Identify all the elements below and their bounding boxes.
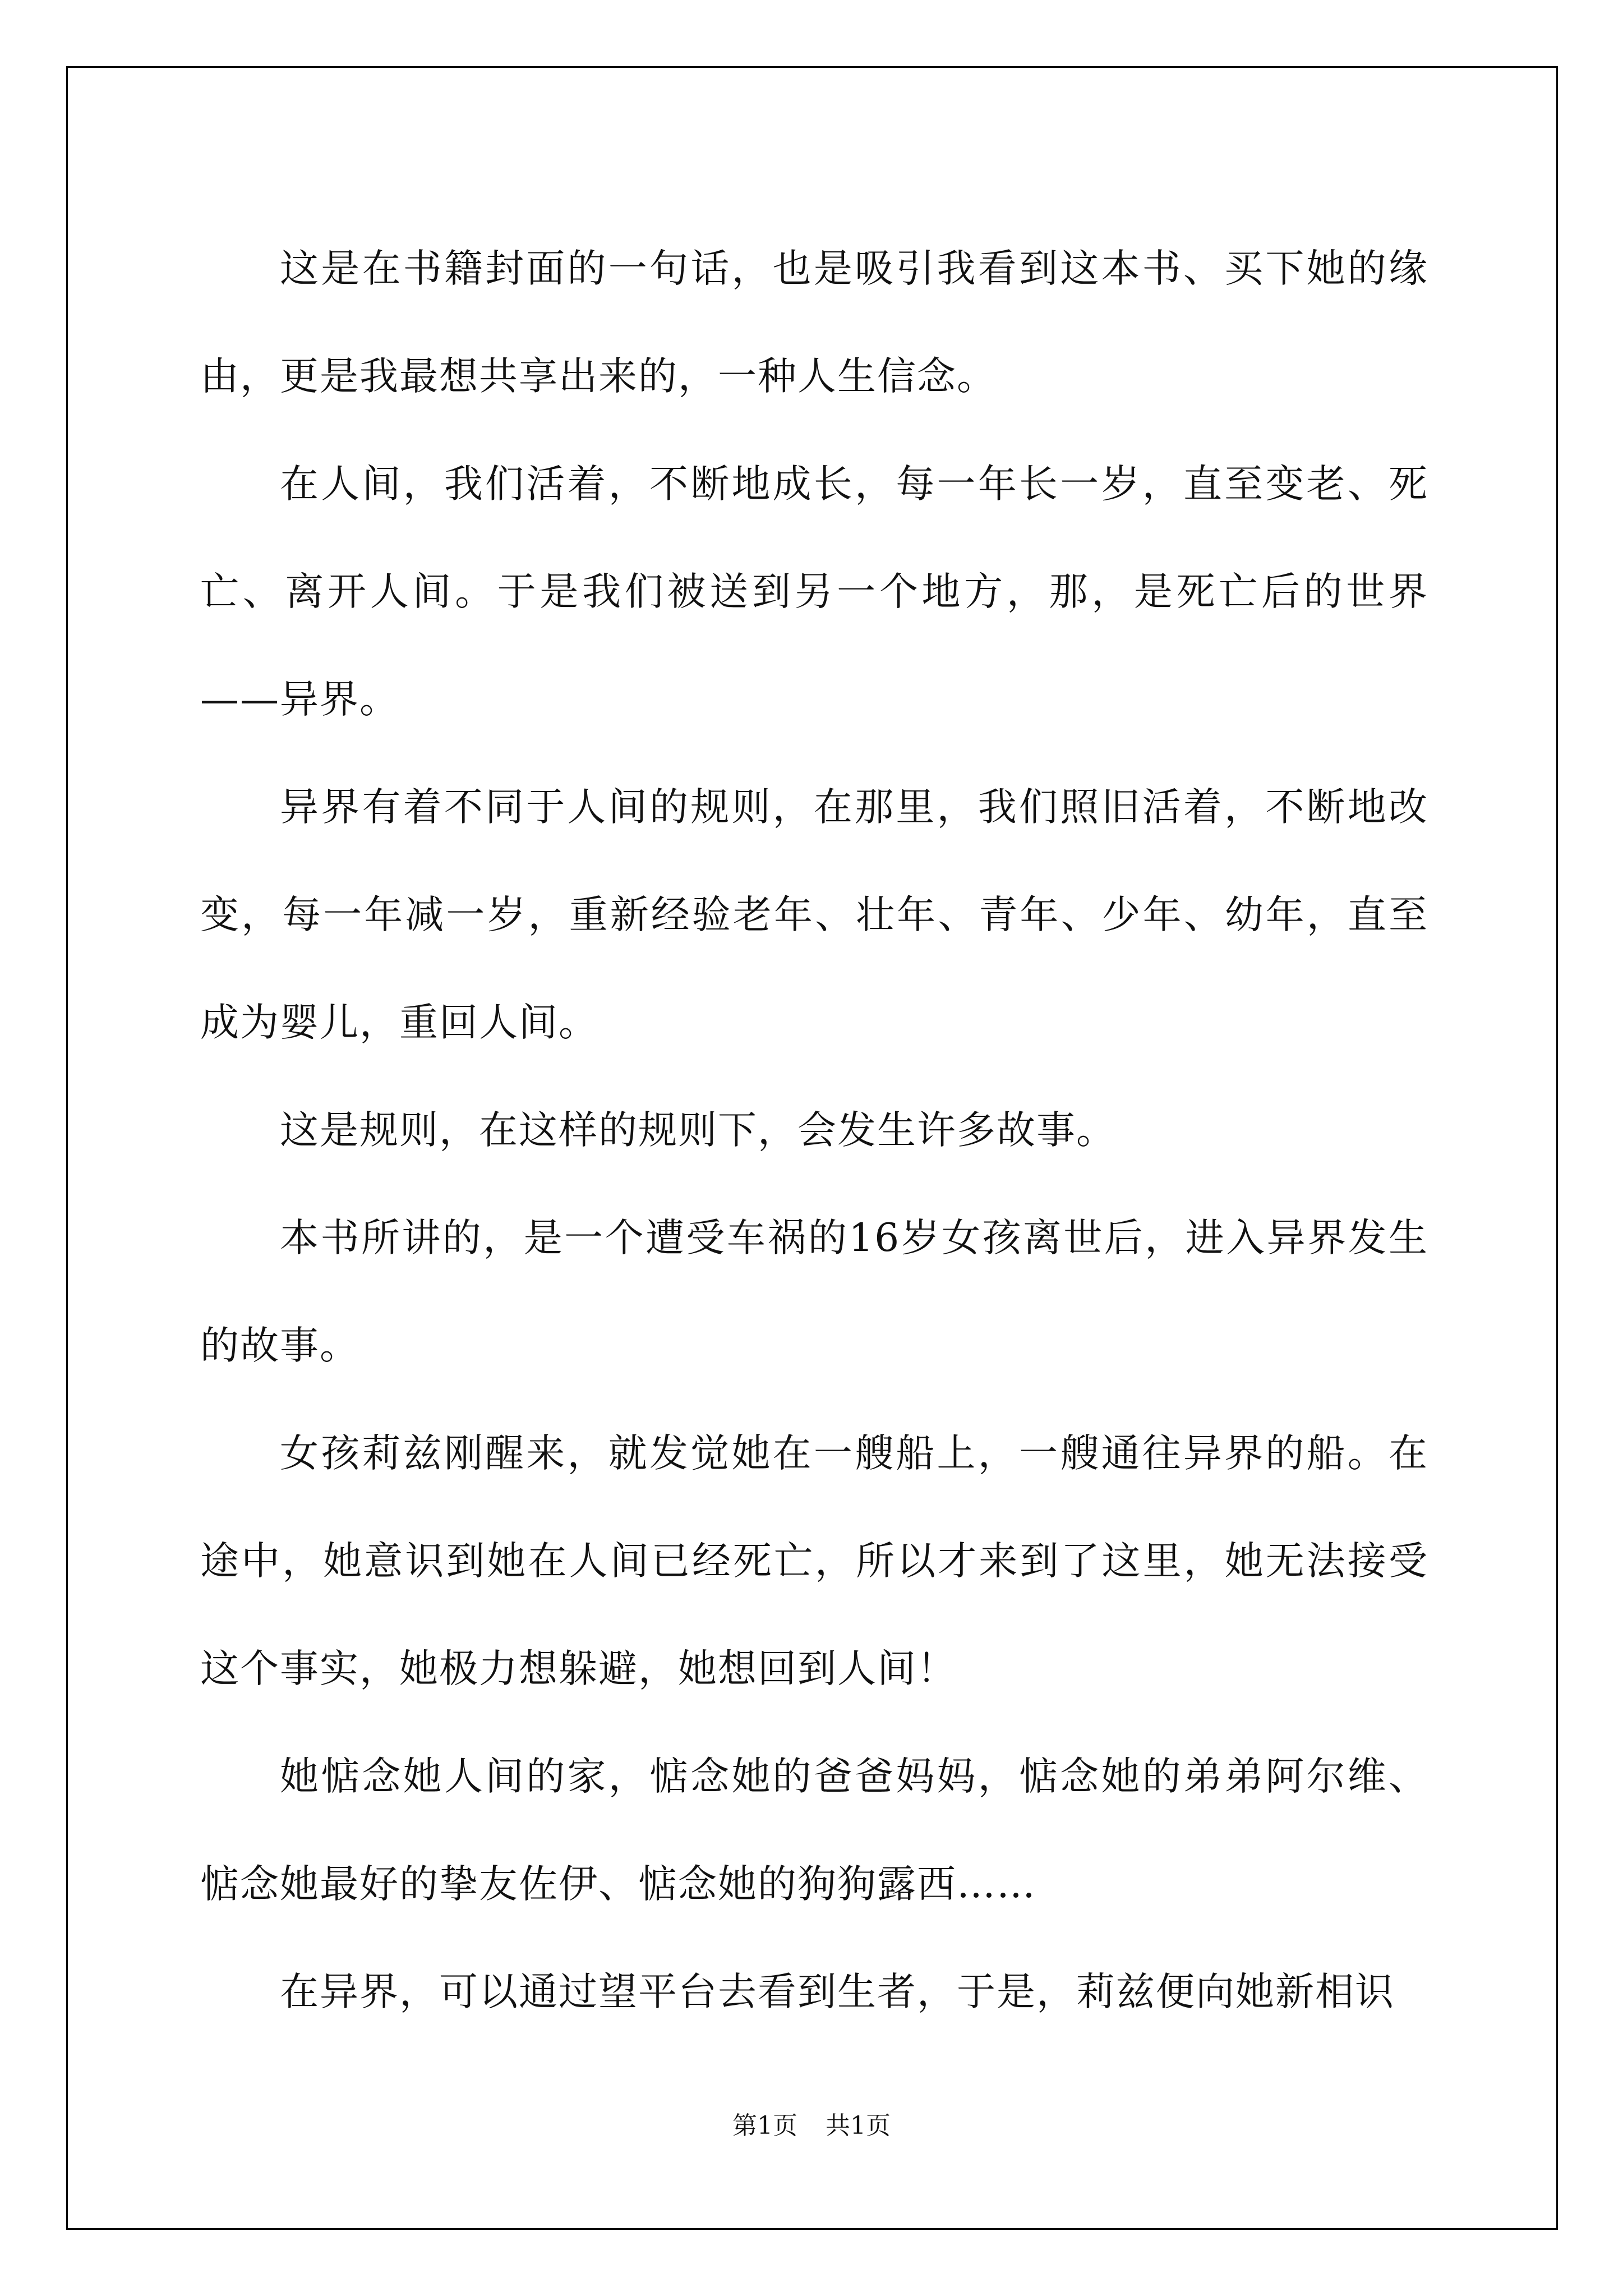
page-number-total: 共1页: [826, 2111, 891, 2140]
paragraph: 在异界，可以通过望平台去看到生者，于是，莉兹便向她新相识: [280, 1970, 1395, 2014]
paragraph: 本书所讲的，是一个遭受车祸的16岁女孩离世后，进入异界发生的故事。: [200, 1216, 1428, 1368]
paragraph: 在人间，我们活着，不断地成长，每一年长一岁，直至变老、死亡、离开人间。于是我们被送到另一个地方，那，是死亡后的世界——异界。: [200, 462, 1428, 722]
page-number-current: 第1页: [732, 2111, 797, 2140]
paragraph: 异界有着不同于人间的规则，在那里，我们照旧活着，不断地改变，每一年减一岁，重新经验老年、壮年、青年、少年、幼年，直至成为婴儿，重回人间。: [200, 785, 1428, 1045]
page-footer: [0, 2109, 1623, 2143]
paragraph: 这是在书籍封面的一句话，也是吸引我看到这本书、买下她的缘由，更是我最想共享出来的，一种人生信念。: [200, 246, 1428, 399]
document-body: [200, 215, 1428, 2046]
paragraph: 这是规则，在这样的规则下，会发生许多故事。: [280, 1108, 1116, 1153]
paragraph: 她惦念她人间的家，惦念她的爸爸妈妈，惦念她的弟弟阿尔维、惦念她最好的挚友佐伊、惦念她的狗狗露西……: [200, 1754, 1428, 1907]
paragraph: 女孩莉兹刚醒来，就发觉她在一艘船上，一艘通往异界的船。在途中，她意识到她在人间已经死亡，所以才来到了这里，她无法接受这个事实，她极力想躲避，她想回到人间！: [200, 1431, 1428, 1691]
